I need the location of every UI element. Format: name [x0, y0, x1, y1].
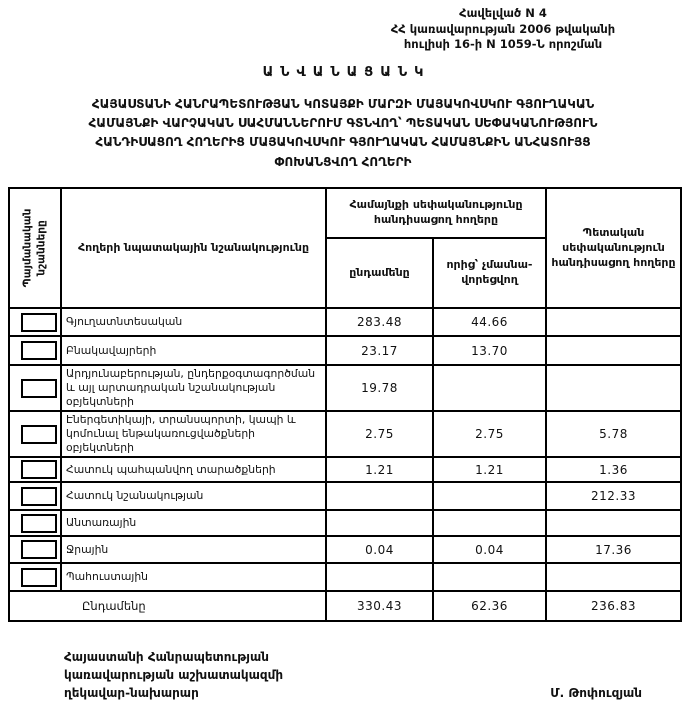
symbol-cell	[9, 365, 61, 411]
symbol-cell	[9, 308, 61, 336]
value-total	[326, 482, 433, 510]
value-total: 19.78	[326, 365, 433, 411]
table-row	[9, 457, 681, 482]
value-total: 2.75	[326, 411, 433, 457]
total-row-label: Ընդամենը	[9, 591, 326, 621]
value-nonprivatizable: 1.21	[433, 457, 546, 482]
value-total: 23.17	[326, 336, 433, 365]
column-header-purpose: Հողերի նպատակային նշանակությունը	[61, 188, 326, 308]
legend-box-icon	[21, 514, 57, 533]
table-row	[9, 308, 681, 336]
legend-box-icon	[21, 487, 57, 506]
land-category-label: Բնակավայրերի	[61, 336, 326, 365]
table-total-row	[9, 591, 681, 621]
value-total	[326, 563, 433, 591]
annex-reference	[358, 6, 648, 53]
table-row	[9, 365, 681, 411]
table-row	[9, 336, 681, 365]
subtitle-line-2: ՀԱՄԱՅՆՔԻ ՎԱՐՉԱԿԱՆ ՍԱՀՄԱՆՆԵՐՈՒՄ ԳՏՆՎՈՂ՝ ՊԵՏԱԿԱՆ ՍԵՓԱԿԱՆՈՒԹՅՈՒՆ	[88, 115, 598, 130]
total-value-nonprivatizable: 62.36	[433, 591, 546, 621]
land-category-label: Անտառային	[61, 510, 326, 536]
column-group-community: Համայնքի սեփականությունը հանդիսացող հողերը	[326, 188, 546, 238]
value-total: 0.04	[326, 536, 433, 563]
legend-box-icon	[21, 379, 57, 398]
total-value-state: 236.83	[546, 591, 681, 621]
symbol-cell	[9, 482, 61, 510]
value-nonprivatizable: 13.70	[433, 336, 546, 365]
land-category-label: Պահուստային	[61, 563, 326, 591]
subtitle-line-3: ՀԱՆԴԻՍԱՑՈՂ ՀՈՂԵՐԻՑ ՄԱՅԱԿՈՎՍԿՈՒ ԳՅՈՒՂԱԿԱՆ ՀԱՄԱՅՆՔԻՆ ԱՆՀԱՏՈՒՅՑ	[95, 135, 591, 150]
value-nonprivatizable	[433, 563, 546, 591]
symbol-cell	[9, 563, 61, 591]
signature-block	[64, 648, 642, 702]
value-nonprivatizable	[433, 365, 546, 411]
value-state	[546, 563, 681, 591]
value-nonprivatizable	[433, 510, 546, 536]
legend-box-icon	[21, 568, 57, 587]
column-header-total: ընդամենը	[326, 238, 433, 308]
signer-name: Մ. Թոփուզյան	[550, 686, 642, 701]
land-category-label: Հատուկ նշանակության	[61, 482, 326, 510]
land-category-label: Հատուկ պահպանվող տարածքների	[61, 457, 326, 482]
column-header-nonprivatizable: որից՝ չմասնա-վորեցվող	[433, 238, 546, 308]
table-row	[9, 411, 681, 457]
column-header-symbols	[9, 188, 61, 308]
value-total: 1.21	[326, 457, 433, 482]
value-state: 212.33	[546, 482, 681, 510]
land-category-label: Գյուղատնտեսական	[61, 308, 326, 336]
value-state: 1.36	[546, 457, 681, 482]
value-state	[546, 336, 681, 365]
value-state: 17.36	[546, 536, 681, 563]
value-nonprivatizable: 44.66	[433, 308, 546, 336]
subtitle-line-4: ՓՈԽԱՆՑՎՈՂ ՀՈՂԵՐԻ	[274, 154, 412, 169]
annex-line-3: հուլիսի 16-ի N 1059-Ն որոշման	[403, 37, 603, 52]
symbol-cell	[9, 336, 61, 365]
total-value-total: 330.43	[326, 591, 433, 621]
land-category-label: Էներգետիկայի, տրանսպորտի, կապի և կոմունալ ենթակառուցվածքների օբյեկտների	[61, 411, 326, 457]
value-total	[326, 510, 433, 536]
signer-title-line-3: ղեկավար-նախարար	[64, 686, 199, 701]
value-state: 5.78	[546, 411, 681, 457]
table-row	[9, 510, 681, 536]
value-nonprivatizable	[433, 482, 546, 510]
value-state	[546, 308, 681, 336]
legend-box-icon	[21, 460, 57, 479]
symbol-cell	[9, 536, 61, 563]
land-transfer-table	[8, 187, 682, 622]
land-category-label: Արդյունաբերության, ընդերքօգտագործման և այլ արտադրական նշանակության օբյեկտների	[61, 365, 326, 411]
page-title: ԱՆՎԱՆԱՑԱՆԿ	[262, 64, 431, 80]
symbol-cell	[9, 457, 61, 482]
column-header-symbols-label: Պայմանական նշանները	[21, 208, 47, 288]
value-nonprivatizable: 0.04	[433, 536, 546, 563]
signer-title-line-2: կառավարության աշխատակազմի	[64, 668, 284, 683]
table-row	[9, 563, 681, 591]
symbol-cell	[9, 411, 61, 457]
table-row	[9, 482, 681, 510]
column-header-state: Պետական սեփականություն հանդիսացող հողերը	[546, 188, 681, 308]
table-row	[9, 536, 681, 563]
annex-line-2: ՀՀ կառավարության 2006 թվականի	[390, 21, 616, 36]
document-subtitle	[0, 95, 686, 173]
value-state	[546, 510, 681, 536]
signer-title-line-1: Հայաստանի Հանրապետության	[64, 650, 269, 665]
signer-title	[64, 648, 283, 702]
legend-box-icon	[21, 341, 57, 360]
legend-box-icon	[21, 540, 57, 559]
legend-box-icon	[21, 425, 57, 444]
subtitle-line-1: ՀԱՅԱՍՏԱՆԻ ՀԱՆՐԱՊԵՏՈՒԹՅԱՆ ԿՈՏԱՅՔԻ ՄԱՐԶԻ ՄԱՅԱԿՈՎՍԿՈՒ ԳՅՈՒՂԱԿԱՆ	[91, 96, 595, 111]
value-state	[546, 365, 681, 411]
annex-line-1: Հավելված N 4	[459, 6, 547, 20]
land-category-label: Ջրային	[61, 536, 326, 563]
symbol-cell	[9, 510, 61, 536]
value-total: 283.48	[326, 308, 433, 336]
legend-box-icon	[21, 313, 57, 332]
value-nonprivatizable: 2.75	[433, 411, 546, 457]
